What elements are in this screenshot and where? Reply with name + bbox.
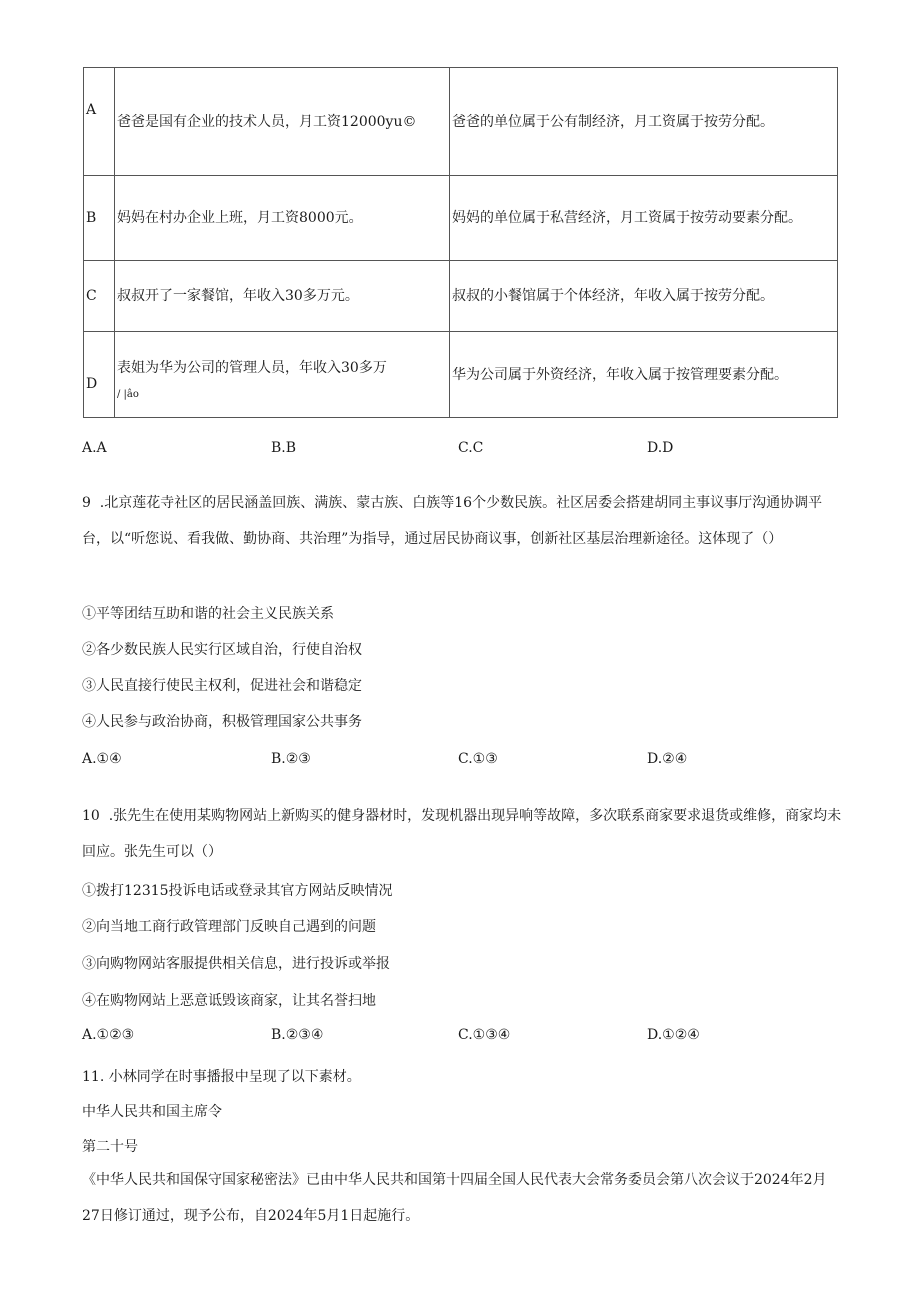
row-analysis: 爸爸的单位属于公有制经济，月工资属于按劳分配。 [450,68,838,176]
q9-options [82,751,842,773]
row-fact: 爸爸是国有企业的技术人员，月工资12000yu© [115,68,450,176]
row-fact: 妈妈在村办企业上班，月工资8000元。 [115,176,450,261]
row-label: B [84,176,115,261]
option-b: B.B [271,440,297,456]
option-d: D.D [647,440,674,456]
q10-stem: 10 .张先生在使用某购物网站上新购买的健身器材时，发现机器出现异响等故障，多次联系商家要求退货或维修，商家均未回应。张先生可以（） [82,808,842,860]
row-label: D [84,332,115,418]
q10-item-2: ②向当地工商行政管理部门反映自己遇到的问题 [82,919,376,935]
q10-options [82,1027,842,1049]
row-analysis: 华为公司属于外资经济，年收入属于按管理要素分配。 [450,332,838,418]
table-row [84,332,838,418]
answer-table [83,67,838,418]
option-a: A.①②③ [82,1027,135,1043]
row-analysis: 妈妈的单位属于私营经济，月工资属于按劳动要素分配。 [450,176,838,261]
option-c: C.①③④ [458,1027,511,1043]
option-d: D.①②④ [647,1027,700,1043]
decree-body: 《中华人民共和国保守国家秘密法》已由中华人民共和国第十四届全国人民代表大会常务委员会第八次会议于2024年2月27日修订通过，现予公布，自2024年5月1日起施行。 [82,1172,827,1224]
q9-stem: 9 .北京莲花寺社区的居民涵盖回族、满族、蒙古族、白族等16个少数民族。社区居委会搭建胡同主事议事厅沟通协调平台，以“听您说、看我做、勤协商、共治理”为指导，通过居民协商议事，创新社区基层治理新途径。这体现了（） [82,495,823,547]
row-label: C [84,261,115,332]
table-row [84,176,838,261]
q10-item-3: ③向购物网站客服提供相关信息，进行投诉或举报 [82,956,390,972]
q9-item-4: ④人民参与政治协商，积极管理国家公共事务 [82,714,362,730]
option-c: C.①③ [458,751,498,767]
option-b: B.②③ [271,751,311,767]
option-a: A.A [82,440,107,456]
row-label: A [84,68,115,176]
q9-item-1: ①平等团结互助和谐的社会主义民族关系 [82,606,334,622]
decree-number: 第二十号 [82,1139,138,1155]
q11-stem: 11. 小林同学在时事播报中呈现了以下素材。 [82,1069,361,1085]
row-fact-tail: / |âo [117,388,139,400]
decree-title: 中华人民共和国主席令 [82,1104,222,1120]
option-b: B.②③④ [271,1027,324,1043]
row-fact: 叔叔开了一家餐馆，年收入30多万元。 [115,261,450,332]
option-c: C.C [458,440,484,456]
q10-item-1: ①拨打12315投诉电话或登录其官方网站反映情况 [82,883,393,899]
table-row [84,261,838,332]
row-analysis: 叔叔的小餐馆属于个体经济，年收入属于按劳分配。 [450,261,838,332]
table-row [84,68,838,176]
q9-item-3: ③人民直接行使民主权利，促进社会和谐稳定 [82,678,362,694]
option-d: D.②④ [647,751,688,767]
row-fact: 表姐为华为公司的管理人员，年收入30多万 / |âo [115,332,450,418]
q8-options [82,440,842,462]
q9-item-2: ②各少数民族人民实行区域自治，行使自治权 [82,642,362,658]
q10-item-4: ④在购物网站上恶意诋毁该商家，让其名誉扫地 [82,993,376,1009]
option-a: A.①④ [82,751,122,767]
